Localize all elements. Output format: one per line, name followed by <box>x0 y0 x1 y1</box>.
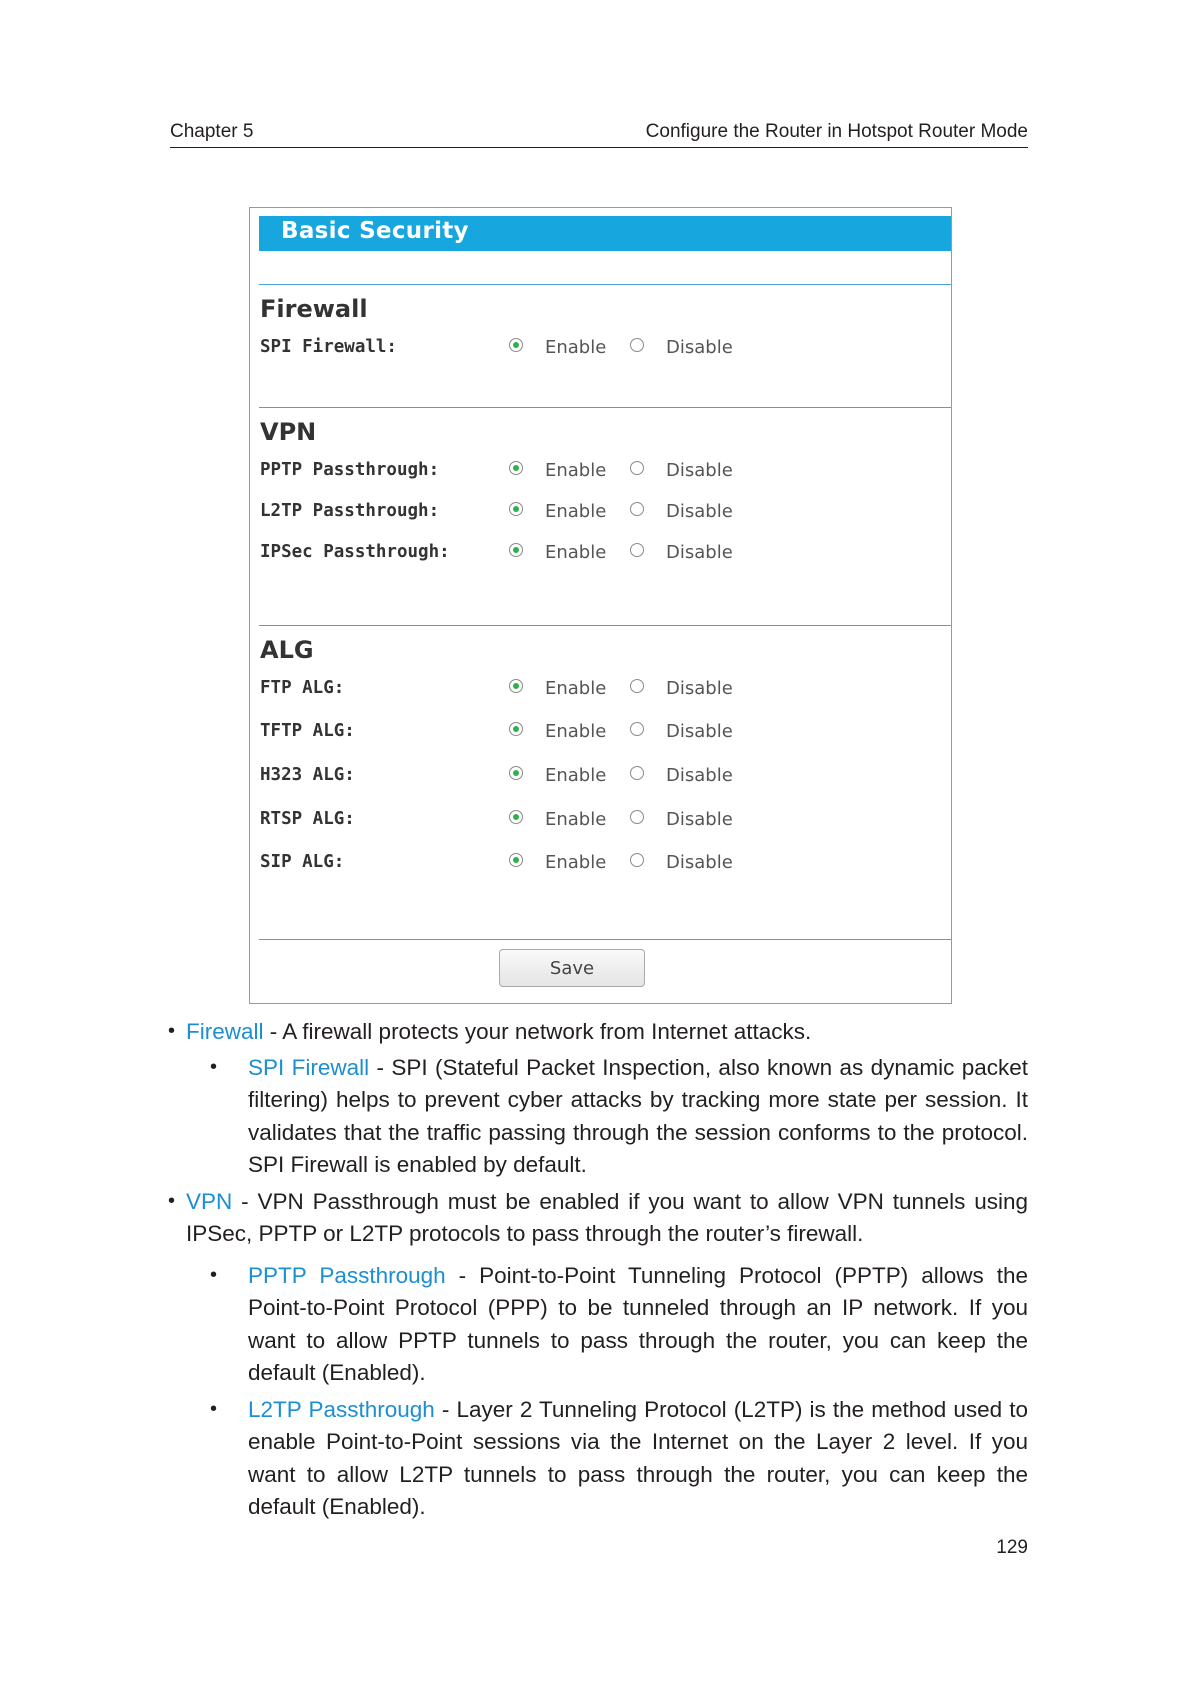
section-divider <box>259 625 951 626</box>
panel-title-bar <box>259 216 951 251</box>
item-firewall: Firewall - A firewall protects your network from Internet attacks. <box>186 1019 812 1044</box>
radio-selected-icon[interactable] <box>509 461 523 475</box>
setting-row-sip-alg: SIP ALG: Enable Disable <box>260 848 951 876</box>
item-spi-firewall: SPI Firewall - SPI (Stateful Packet Inspection, also known as dynamic packet filtering) helps to prevent cyber attacks by tracking more state per session. It validates that the traffic passing through the session conforms to the protocol. SPI Firewall is enabled by default. <box>248 1055 1028 1177</box>
section-title: Configure the Router in Hotspot Router Mode <box>645 121 1028 142</box>
radio-unselected-icon[interactable] <box>630 679 644 693</box>
setting-row-tftp-alg: TFTP ALG: Enable Disable <box>260 717 951 745</box>
item-pptp-passthrough: PPTP Passthrough - Point-to-Point Tunneling Protocol (PPTP) allows the Point-to-Point Protocol (PPP) to be tunneled through an IP network. If you want to allow PPTP tunnels to pass through the router, you can keep the default (Enabled). <box>248 1263 1028 1385</box>
setting-label: TFTP ALG: <box>260 721 355 741</box>
bullet-marker: • <box>168 1190 176 1212</box>
panel-title: Basic Security <box>281 218 469 244</box>
page-header <box>170 121 1028 148</box>
term-firewall: Firewall <box>186 1019 264 1044</box>
setting-label: IPSec Passthrough: <box>260 542 450 562</box>
vpn-heading: VPN <box>260 418 317 446</box>
setting-label: L2TP Passthrough: <box>260 501 440 521</box>
radio-selected-icon[interactable] <box>509 679 523 693</box>
bullet-marker: • <box>210 1264 218 1286</box>
bullet-marker: • <box>210 1056 218 1078</box>
setting-label: FTP ALG: <box>260 678 345 698</box>
section-divider <box>259 939 951 940</box>
setting-row-ftp-alg: FTP ALG: Enable Disable <box>260 674 951 702</box>
radio-selected-icon[interactable] <box>509 810 523 824</box>
term-l2tp-passthrough: L2TP Passthrough <box>248 1397 435 1422</box>
setting-row-ipsec-passthrough: IPSec Passthrough: Enable Disable <box>260 538 951 566</box>
page-number: 129 <box>996 1537 1028 1558</box>
bullet-marker: • <box>168 1020 176 1042</box>
radio-unselected-icon[interactable] <box>630 338 644 352</box>
radio-unselected-icon[interactable] <box>630 502 644 516</box>
setting-row-pptp-passthrough: PPTP Passthrough: Enable Disable <box>260 456 951 484</box>
radio-selected-icon[interactable] <box>509 502 523 516</box>
radio-unselected-icon[interactable] <box>630 722 644 736</box>
setting-label: RTSP ALG: <box>260 809 355 829</box>
radio-selected-icon[interactable] <box>509 543 523 557</box>
radio-unselected-icon[interactable] <box>630 810 644 824</box>
firewall-heading: Firewall <box>260 295 368 323</box>
bullet-marker: • <box>210 1398 218 1420</box>
radio-selected-icon[interactable] <box>509 853 523 867</box>
setting-row-h323-alg: H323 ALG: Enable Disable <box>260 761 951 789</box>
section-divider <box>259 407 951 408</box>
term-spi-firewall: SPI Firewall <box>248 1055 370 1080</box>
radio-unselected-icon[interactable] <box>630 461 644 475</box>
save-button[interactable]: Save <box>499 949 645 987</box>
section-divider <box>259 284 951 285</box>
setting-row-l2tp-passthrough: L2TP Passthrough: Enable Disable <box>260 497 951 525</box>
item-l2tp-passthrough: L2TP Passthrough - Layer 2 Tunneling Protocol (L2TP) is the method used to enable Point-to-Point sessions via the Internet on the Layer 2 level. If you want to allow L2TP tunnels to pass through the router, you can keep the default (Enabled). <box>248 1397 1028 1519</box>
chapter-label: Chapter 5 <box>170 121 254 142</box>
term-vpn: VPN <box>186 1189 233 1214</box>
setting-label: SPI Firewall: <box>260 337 397 357</box>
setting-row-spi-firewall: SPI Firewall: Enable Disable <box>260 333 951 361</box>
basic-security-panel <box>249 207 952 1004</box>
radio-selected-icon[interactable] <box>509 722 523 736</box>
radio-unselected-icon[interactable] <box>630 853 644 867</box>
radio-unselected-icon[interactable] <box>630 543 644 557</box>
radio-selected-icon[interactable] <box>509 338 523 352</box>
radio-selected-icon[interactable] <box>509 766 523 780</box>
setting-label: SIP ALG: <box>260 852 345 872</box>
setting-label: H323 ALG: <box>260 765 355 785</box>
radio-unselected-icon[interactable] <box>630 766 644 780</box>
setting-label: PPTP Passthrough: <box>260 460 440 480</box>
setting-row-rtsp-alg: RTSP ALG: Enable Disable <box>260 805 951 833</box>
term-pptp-passthrough: PPTP Passthrough <box>248 1263 446 1288</box>
alg-heading: ALG <box>260 636 314 664</box>
item-vpn: VPN - VPN Passthrough must be enabled if you want to allow VPN tunnels using IPSec, PPTP or L2TP protocols to pass through the router’s firewall. <box>186 1189 1028 1247</box>
